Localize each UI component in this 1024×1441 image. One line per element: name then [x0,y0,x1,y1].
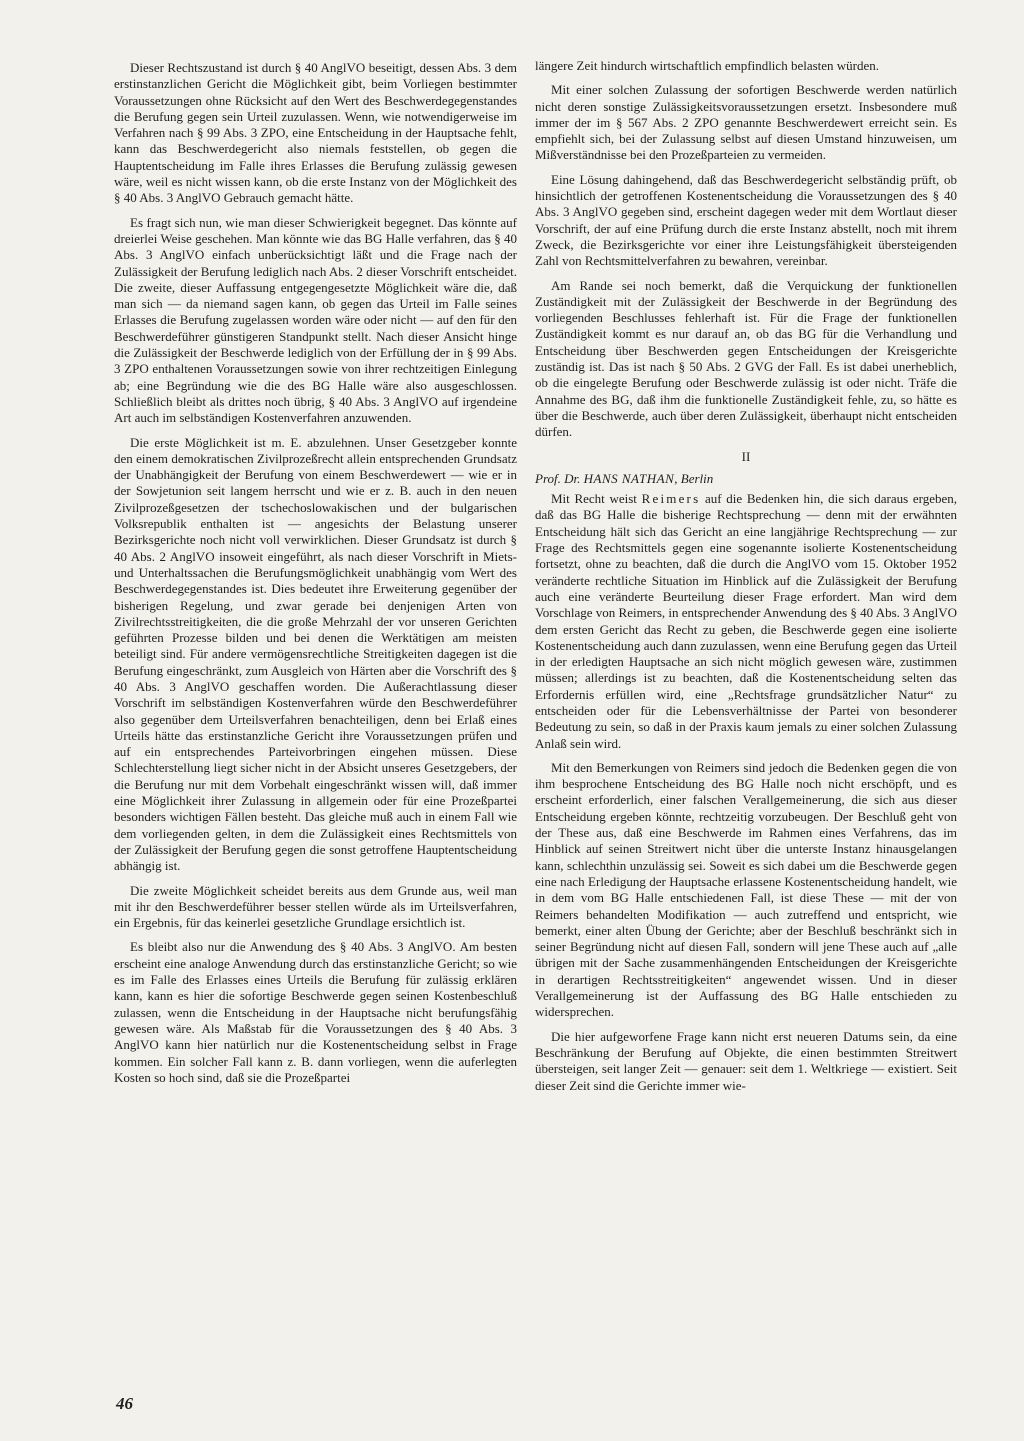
text-run: Mit Recht weist [551,491,637,507]
paragraph: Die zweite Möglichkeit scheidet bereits aus dem Grunde aus, weil man mit ihr den Beschwerdeführer besser stellen würde als im Urteilsverfahren, ein Ergebnis, für das keinerlei gesetzliche Grundlage ersichtlich ist. [114,882,517,931]
author-line [535,471,957,487]
paragraph: Es fragt sich nun, wie man dieser Schwierigkeit begegnet. Das könnte auf dreierlei Weise geschehen. Man könnte wie das BG Halle verfahren, das § 40 Abs. 3 AnglVO einfach unberücksichtigt läßt und die Frage nach der Zulässigkeit der Berufung lediglich nach Abs. 2 dieser Vorschrift entscheidet. Die zweite, dieser Auffassung entgegengesetzte Möglichkeit wäre die, daß man sich — da niemand sagen kann, ob gegen das Urteil im Falle seines Erlasses die Berufung zugelassen worden wäre oder nicht — auf den für den Beschwerdeführer günstigeren Standpunkt stellt. Nach dieser Ansicht hinge die Zulässigkeit der Beschwerde lediglich von der Erfüllung der in § 99 Abs. 3 ZPO enthaltenen Voraussetzungen sowie von ihrer rechtzeitigen Einlegung ab; eine Begründung wie die des BG Halle wäre also ausgeschlossen. Schließlich bleibt als drittes noch übrig, § 40 Abs. 3 AnglVO auf irgendeine Art auch im selbständigen Kostenverfahren anzuwenden. [114,214,517,426]
paragraph: Eine Lösung dahingehend, daß das Beschwerdegericht selbständig prüft, ob hinsichtlich der getroffenen Kostenentscheidung die Voraussetzungen des § 40 Abs. 3 AnglVO gegeben sind, erscheint dagegen weder mit dem Wortlaut dieser Vorschrift, der auf eine Prüfung durch die erste Instanz abstellt, noch mit ihrem Zweck, die Bezirksgerichte vor einer ihre Leistungsfähigkeit übersteigenden Zahl von Rechtsmittelverfahren zu bewahren, vereinbar. [535,171,957,269]
emphasized-name: Reimers [641,491,701,507]
text-run: auf die Bedenken hin, die sich daraus ergeben, daß das BG Halle die bisherige Rechtsprechung — denn mit der erwähnten Entscheidung hält sich das Gericht an eine langjährige Rechtsprechung — zur Frage des Rechtsmittels gegen eine sogenannte isolierte Kostenentscheidung fortsetzt, ohne zu beachten, daß die durch die AnglVO vom 15. Oktober 1952 veränderte rechtliche Situation im Hinblick auf die Zulässigkeit der Berufung auch eine veränderte Beurteilung dieser Frage erfordert. Man wird dem Vorschlage von Reimers, in entsprechender Anwendung des § 40 Abs. 3 AnglVO dem ersten Gericht das Recht zu geben, die Beschwerde gegen eine isolierte Kostenentscheidung auch dann zuzulassen, wenn eine Berufung gegen das Urteil in der erledigten Hauptsache an sich nicht möglich gewesen wäre, zustimmen müssen; allerdings ist zu beachten, daß die Kostenentscheidung selten das Erfordernis erfüllen wird, eine „Rechtsfrage grundsätzlicher Natur“ zu entscheiden oder für die Lebensverhältnisse der Partei von besonderer Bedeutung zu sein, so daß in der Praxis kaum jemals zu einer solchen Zulassung Anlaß sein wird. [535,491,958,751]
paragraph: Die hier aufgeworfene Frage kann nicht erst neueren Datums sein, da eine Beschränkung der Berufung auf Objekte, die einen bestimmten Streitwert übersteigen, seit langer Zeit — genauer: seit dem 1. Weltkriege — existiert. Seit dieser Zeit sind die Gerichte immer wie- [535,1028,957,1093]
paragraph: Dieser Rechtszustand ist durch § 40 AnglVO beseitigt, dessen Abs. 3 dem erstinstanzlichen Gericht die Möglichkeit gibt, beim Vorliegen bestimmter Voraussetzungen ohne Rücksicht auf den Wert des Beschwerdegegenstandes die Berufung gegen sein Urteil zuzulassen. Wenn, wie notwendigerweise im Verfahren nach § 99 Abs. 3 ZPO, eine Entscheidung in der Hauptsache fehlt, kann das Beschwerdegericht also niemals feststellen, ob gegen die Hauptentscheidung im Falle ihres Erlasses die Berufung zulässig gewesen wäre, weil es nicht wissen kann, ob die erste Instanz von der Möglichkeit des § 40 Abs. 3 AnglVO Gebrauch gemacht hätte. [114,60,517,206]
author-city: , Berlin [674,470,714,486]
paragraph: Am Rande sei noch bemerkt, daß die Verquickung der funktionellen Zuständigkeit mit der Zulässigkeit der Beschwerde in der Begründung des vorliegenden Beschlusses fehlerhaft ist. Für die Frage der funktionellen Zuständigkeit kommt es nur darauf an, ob das BG für die Verhandlung und Entscheidung über Beschwerden gegen Entscheidungen der Kreisgerichte zuständig ist. Das ist nach § 50 Abs. 2 GVG der Fall. Es ist dabei unerheblich, ob die eingelegte Berufung oder Beschwerde zulässig ist oder nicht. Träfe die Annahme des BG, daß ihm die funktionelle Zuständigkeit fehle, zu, so hätte es über die Beschwerde, auch über deren Zulässigkeit, überhaupt nicht entscheiden dürfen. [535,277,957,440]
paragraph: längere Zeit hindurch wirtschaftlich empfindlich belasten würden. [535,58,880,73]
page-number: 46 [116,1394,133,1413]
author-name: HANS NATHAN [583,470,675,486]
paragraph: Es bleibt also nur die Anwendung des § 40 Abs. 3 AnglVO. Am besten erscheint eine analoge Anwendung durch das erstinstanzliche Gericht; so wie es im Falle des Erlasses eines Urteils die Berufung für zulässig erklären kann, kann es hier die sofortige Beschwerde gegen seinen Kostenbeschluß zulassen, wenn die Entscheidung in der Hauptsache nicht berufungsfähig gewesen wäre. Als Maßstab für die Voraussetzungen des § 40 Abs. 3 AnglVO kann hier natürlich nur die Kostenentscheidung selbst in Frage kommen. Ein solcher Fall kann z. B. dann vorliegen, wenn die auferlegten Kosten so hoch sind, daß sie die Prozeßpartei [114,939,517,1085]
section-number: II [741,448,751,464]
paragraph: Die erste Möglichkeit ist m. E. abzulehnen. Unser Gesetzgeber konnte den einem demokratischen Zivilprozeßrecht allein entsprechenden Grundsatz der Unabhängigkeit der Berufung von einem Beschwerdewert — wie er in der Sowjetunion seit langem herrscht und wie er z. B. auch in den neuen Zivilprozeßgesetzen der tschechoslowakischen und der bulgarischen Volksrepublik enthalten ist — angesichts der Belastung unserer Bezirksgerichte noch nicht voll verwirklichen. Dieser Grundsatz ist durch § 40 Abs. 2 AnglVO insoweit eingeführt, als nach dieser Vorschrift in Miets- und Unterhaltssachen die Berufungsmöglichkeit unabhängig vom Wert des Beschwerdegegenstandes ist. Dies bedeutet ihre Erweiterung gegenüber der bisherigen Regelung, und zwar gerade bei denjenigen Arten von Zivilrechtsstreitigkeiten, die die große Mehrzahl der vor unseren Gerichten geführten Prozesse bilden und bei denen die Werktätigen am meisten beteiligt sind. Für andere vermögensrechtliche Streitigkeiten dagegen ist die Berufung eingeschränkt, zum Ausgleich von Härten aber die Vorschrift des § 40 Abs. 3 AnglVO geschaffen worden. Die Außerachtlassung dieser Vorschrift im selbständigen Kostenverfahren würde den Beschwerdeführer also gegenüber dem Urteilsverfahren benachteiligen, denn bei Erlaß eines Urteils hätte das erstinstanzliche Gericht ihre Voraussetzungen prüfen und auf ein entsprechendes Parteivorbringen eingehen müssen. Diese Schlechterstellung liegt sicher nicht in der Absicht unseres Gesetzgebers, der die Berufung nur mit dem Vorbehalt eingeschränkt wissen will, daß immer eine Möglichkeit ihrer Zulassung in allgemein oder für eine Prozeßpartei besonders wichtigen Fällen besteht. Das gleiche muß auch in einem Fall wie dem vorliegenden gelten, in dem die Zulässigkeit eines Rechtsmittels von der Zulässigkeit der Berufung gegen die sonst getroffene Hauptentscheidung abhängig ist. [114,434,517,874]
paragraph [535,491,957,752]
right-column [535,58,957,1102]
left-column [114,60,517,1094]
author-prefix: Prof. Dr. [535,470,581,486]
paragraph: Mit den Bemerkungen von Reimers sind jedoch die Bedenken gegen die von ihm besprochene Entscheidung des BG Halle noch nicht erschöpft, und es erscheint erforderlich, einer falschen Verallgemeinerung, die sich aus dieser Entscheidung ergeben könnte, rechtzeitig vorzubeugen. Der Beschluß geht von der These aus, daß eine Beschwerde im Rahmen eines Verfahrens, das im Hinblick auf seinen Streitwert nicht über die unterste Instanz hinausgelangen kann, schlechthin unzulässig sei. Soweit es sich dabei um die Beschwerde gegen eine nach Erledigung der Hauptsache erlassene Kostenentscheidung handelt, wie in dem vom BG Halle entschiedenen Fall, ist diese These — mit der von Reimers behandelten Modifikation — auch zutreffend und entspricht, wie bemerkt, einer alten Übung der Gerichte; aber der Beschluß beschränkt sich in seiner Begründung nicht auf diesen Fall, sondern will jene These auch auf „alle übrigen mit der Sache zusammenhängenden Entscheidungen der Kreisgerichte in derartigen Rechtsstreitigkeiten“ angewendet wissen. Und in dieser Verallgemeinerung ist der Auffassung des BG Halle entschieden zu widersprechen. [535,759,957,1020]
paragraph: Mit einer solchen Zulassung der sofortigen Beschwerde werden natürlich nicht deren sonstige Zulässigkeitsvoraussetzungen ersetzt. Insbesondere muß immer der im § 567 Abs. 2 ZPO genannte Beschwerdewert erreicht sein. Es empfiehlt sich, bei der Zulassung selbst auf diesen Umstand hinzuweisen, um Mißverständnisse bei den Prozeßparteien zu vermeiden. [535,82,957,163]
